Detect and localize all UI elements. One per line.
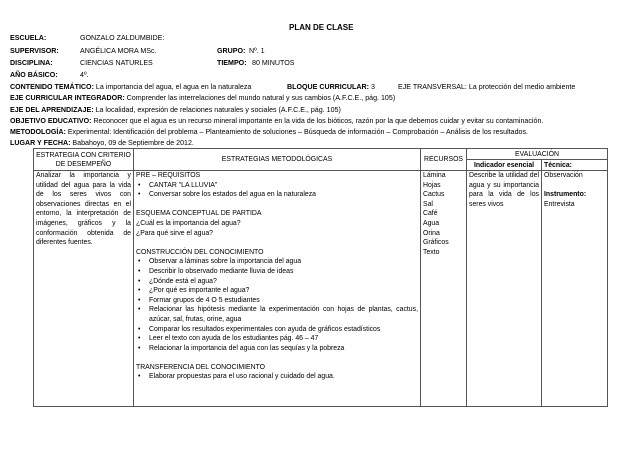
- list-item: • Observar a láminas sobre la importancia del agua: [136, 257, 418, 267]
- list-item: • Relacionar la importancia del agua con las sequías y la pobreza: [136, 344, 418, 354]
- tiempo-label: TIEMPO:: [217, 59, 247, 67]
- anio-value: 4º.: [80, 71, 89, 79]
- eje-integrador-line: [10, 94, 395, 103]
- list-item: • ¿Por qué es importante el agua?: [136, 286, 418, 296]
- list-item: • Describir lo observado mediante lluvia de ideas: [136, 267, 418, 277]
- disciplina-label: DISCIPLINA:: [10, 59, 53, 67]
- indicador-cell: Describe la utilidad del agua y su importancia para la vida de los seres vivos: [467, 171, 542, 407]
- escuela-value: GONZALO ZALDUMBIDE:: [80, 34, 165, 42]
- header-estrategia-line1: ESTRATEGIA CON CRITERIO: [36, 151, 131, 159]
- objetivo-label: OBJETIVO EDUCATIVO:: [10, 117, 92, 125]
- list-item: • Comparar los resultados experimentales con ayuda de gráficos estadísticos: [136, 325, 418, 335]
- metodologia-label: METODOLOGÍA:: [10, 128, 66, 136]
- construccion-list: [136, 257, 418, 353]
- instrumento-value: Entrevista: [544, 200, 575, 208]
- tecnica-observacion: Observación: [544, 172, 583, 179]
- construccion-title: CONSTRUCCIÓN DEL CONOCIMIENTO: [136, 248, 264, 256]
- list-item: • CANTAR "LA LLUVIA": [136, 181, 418, 191]
- eje-aprendizaje-line: [10, 106, 341, 115]
- transferencia-title: TRANSFERENCIA DEL CONOCIMIENTO: [136, 363, 266, 371]
- page-title: PLAN DE CLASE: [289, 23, 354, 32]
- recurso-item: Café: [423, 210, 438, 218]
- list-item: • Elaborar propuestas para el uso racional y cuidado del agua.: [136, 372, 418, 382]
- recurso-item: Cactus: [423, 191, 445, 199]
- lugar-value: Babahoyo, 09 de Septiembre de 2012.: [72, 139, 194, 147]
- recurso-item: Texto: [423, 248, 440, 256]
- instrumento-label: Instrumento:: [544, 191, 587, 199]
- tiempo-value: 80 MINUTOS: [252, 59, 295, 67]
- supervisor-value: ANGÉLICA MORA MSc.: [80, 47, 157, 55]
- header-evaluacion: EVALUACIÓN: [467, 149, 608, 160]
- esquema-item: ¿Cuál es la importancia del agua?: [136, 219, 241, 227]
- eje-integrador-label: EJE CURRICULAR INTEGRADOR:: [10, 94, 125, 102]
- recurso-item: Hojas: [423, 181, 441, 189]
- escuela-label: ESCUELA:: [10, 34, 47, 42]
- prerequisitos-list: [136, 181, 418, 200]
- transferencia-list: [136, 372, 418, 382]
- metodologia-value: Experimental: Identificación del problema – Planteamiento de soluciones – Búsqueda de información – Comprobación – Análisis de los resultados.: [67, 128, 529, 136]
- esquema-title: ESQUEMA CONCEPTUAL DE PARTIDA: [136, 210, 262, 218]
- eje-integrador-value: Comprender las interrelaciones del mundo natural y sus cambios (A.F.C.E., pág. 105): [126, 94, 396, 102]
- bloque-line: [287, 83, 375, 92]
- eje-aprendizaje-label: EJE DEL APRENDIZAJE:: [10, 106, 94, 114]
- grupo-value: Nº. 1: [249, 47, 265, 55]
- bloque-label: BLOQUE CURRICULAR:: [287, 83, 369, 91]
- prerequisitos-title: PRE – REQUISITOS: [136, 172, 201, 179]
- header-estrategias-metodologicas: ESTRATEGIAS METODOLÓGICAS: [134, 149, 421, 171]
- header-indicador: Indicador esencial: [467, 160, 542, 171]
- objetivo-line: [10, 117, 543, 126]
- contenido-value: La importancia del agua, el agua en la naturaleza: [95, 83, 252, 91]
- list-item: • Leer el texto con ayuda de los estudiantes pág. 46 – 47: [136, 334, 418, 344]
- plan-table: [33, 148, 608, 407]
- header-tecnica: Técnica:: [542, 160, 608, 171]
- grupo-label: GRUPO:: [217, 47, 246, 55]
- objetivo-value: Reconocer que el agua es un recurso mineral importante en la vida de los bióticos, razón por la que debemos cuidar y evitar su contaminación.: [93, 117, 544, 125]
- recurso-item: Sal: [423, 200, 433, 208]
- recurso-item: Orina: [423, 229, 440, 237]
- contenido-label: CONTENIDO TEMÁTICO:: [10, 83, 94, 91]
- lugar-line: [10, 139, 194, 148]
- list-item: • ¿Dónde está el agua?: [136, 277, 418, 287]
- supervisor-label: SUPERVISOR:: [10, 47, 59, 55]
- header-estrategia-criterio: [34, 149, 134, 171]
- eje-transversal: EJE TRANSVERSAL: La protección del medio ambiente: [398, 83, 576, 91]
- eje-aprendizaje-value: La localidad, expresión de relaciones naturales y sociales (A.F.C.E., pág. 105): [95, 106, 341, 114]
- disciplina-value: CIENCIAS NATURLES: [80, 59, 153, 67]
- metodologia-line: [10, 128, 528, 137]
- recurso-item: Gráficos: [423, 239, 449, 247]
- bloque-value: 3: [370, 83, 375, 91]
- esquema-item: ¿Para qué sirve el agua?: [136, 229, 213, 237]
- list-item: • Relacionar las hipótesis mediante la experimentación con hojas de plantas, cactus, azúcar, sal, frutas, orine, agua: [136, 305, 418, 324]
- recurso-item: Lámina: [423, 172, 446, 179]
- list-item: • Formar grupos de 4 O 5 estudiantes: [136, 296, 418, 306]
- header-estrategia-line2: DE DESEMPEÑO: [55, 160, 112, 168]
- recursos-cell: [421, 171, 467, 407]
- recurso-item: Agua: [423, 219, 440, 227]
- list-item: • Conversar sobre los estados del agua en la naturaleza: [136, 190, 418, 200]
- contenido-line: [10, 83, 251, 92]
- estrategias-cell: [134, 171, 421, 407]
- tecnica-cell: [542, 171, 608, 407]
- criterio-cell: Analizar la importancia y utilidad del agua para la vida de los seres vivos con observaciones directas en el entorno, la interpretación de imágenes, gráficos y la conformación obtenida de diferentes fuentes.: [34, 171, 134, 407]
- lugar-label: LUGAR Y FECHA:: [10, 139, 71, 147]
- header-recursos: RECURSOS: [421, 149, 467, 171]
- anio-label: AÑO BÁSICO:: [10, 71, 58, 79]
